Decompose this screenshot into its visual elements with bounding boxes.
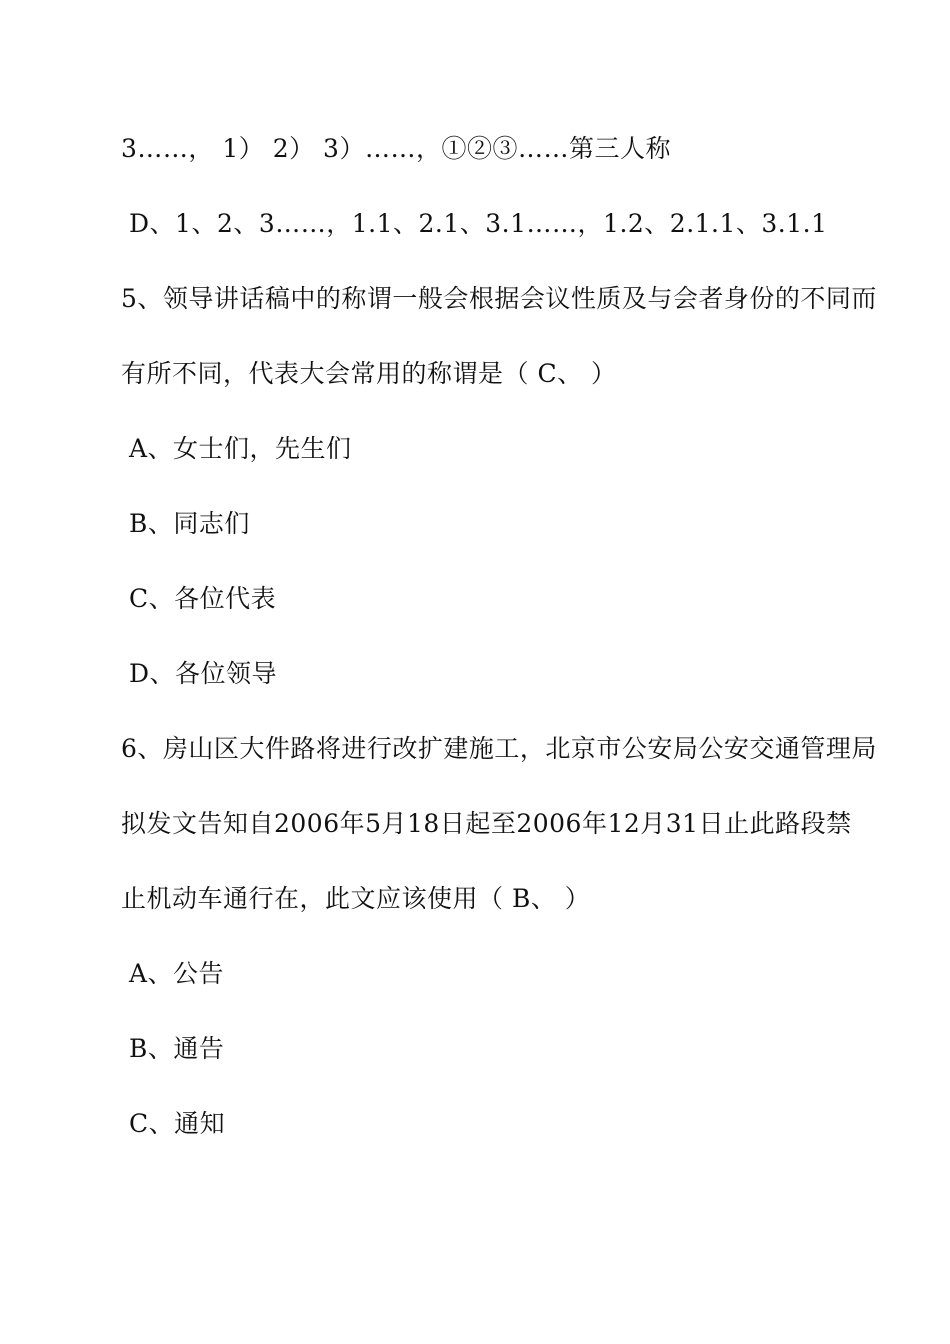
- question-5-option-b: B、同志们: [129, 509, 250, 538]
- option-d-previous-question: D、1、2、3……，1.1、2.1、3.1……，1.2、2.1.1、3.1.1: [129, 209, 828, 238]
- question-6-option-a: A、公告: [129, 959, 225, 988]
- question-6-line-2: 拟发文告知自2006年5月18日起至2006年12月31日止此路段禁: [121, 809, 852, 838]
- question-6-option-c: C、通知: [129, 1109, 226, 1138]
- question-5-option-c: C、各位代表: [129, 584, 277, 613]
- text-line-continuation: 3……， 1） 2） 3）……，①②③……第三人称: [121, 134, 671, 163]
- question-6-line-3: 止机动车通行在，此文应该使用（ B、 ）: [121, 884, 591, 913]
- question-5-line-1: 5、领导讲话稿中的称谓一般会根据会议性质及与会者身份的不同而: [121, 284, 877, 313]
- question-5-option-d: D、各位领导: [129, 659, 278, 688]
- question-5-line-2: 有所不同，代表大会常用的称谓是（ C、 ）: [121, 359, 617, 388]
- question-6-line-1: 6、房山区大件路将进行改扩建施工，北京市公安局公安交通管理局: [121, 734, 877, 763]
- question-6-option-b: B、通告: [129, 1034, 225, 1063]
- question-5-option-a: A、女士们，先生们: [129, 434, 352, 463]
